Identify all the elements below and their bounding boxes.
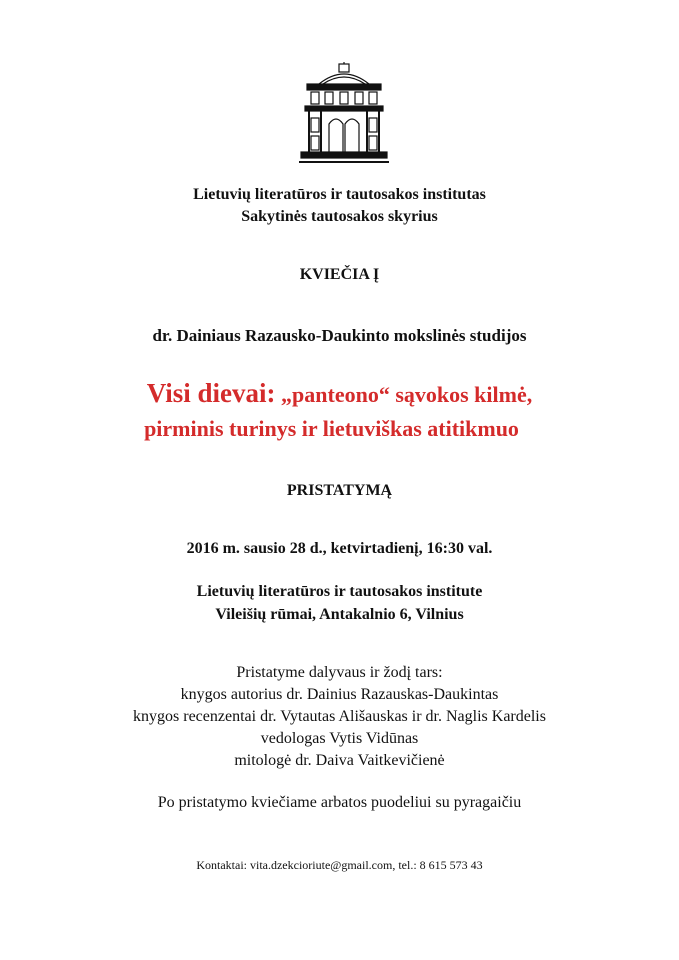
invite-heading: KVIEČIA Į [299, 266, 380, 283]
participants-block [0, 662, 679, 772]
participant-item: mitologė dr. Daiva Vaitkevičienė [234, 752, 445, 769]
institute-block [0, 184, 679, 228]
presentation-heading: PRISTATYMĄ [286, 482, 393, 499]
book-title-line2: pirminis turinys ir lietuviškas atitikmuo [144, 416, 519, 441]
participant-item: knygos recenzentai dr. Vytautas Ališauskas ir dr. Naglis Kardelis [133, 708, 546, 725]
event-datetime: 2016 m. sausio 28 d., ketvirtadienį, 16:30 val. [186, 540, 493, 557]
participant-item: knygos autorius dr. Dainius Razauskas-Daukintas [180, 686, 499, 703]
book-title-part2: „panteono“ sąvokos kilmė, [275, 382, 533, 407]
venue-block [0, 580, 679, 626]
author-line: dr. Dainiaus Razausko-Daukinto mokslinės studijos [152, 326, 527, 345]
institute-department: Sakytinės tautosakos skyrius [241, 208, 438, 225]
palace-building-icon [299, 62, 389, 164]
contacts-line: Kontaktai: vita.dzekcioriute@gmail.com, tel.: 8 615 573 43 [196, 858, 483, 872]
book-title-part1: Visi dievai: [146, 378, 276, 408]
book-title-line1 [0, 378, 679, 409]
institute-name: Lietuvių literatūros ir tautosakos institutas [193, 186, 486, 203]
participants-intro: Pristatyme dalyvaus ir žodį tars: [236, 664, 443, 681]
after-note: Po pristatymo kviečiame arbatos puodeliui su pyragaičiu [157, 794, 522, 811]
participant-item: vedologas Vytis Vidūnas [260, 730, 419, 747]
venue-line1: Lietuvių literatūros ir tautosakos institute [196, 583, 483, 600]
venue-line2: Vileišių rūmai, Antakalnio 6, Vilnius [215, 606, 464, 623]
